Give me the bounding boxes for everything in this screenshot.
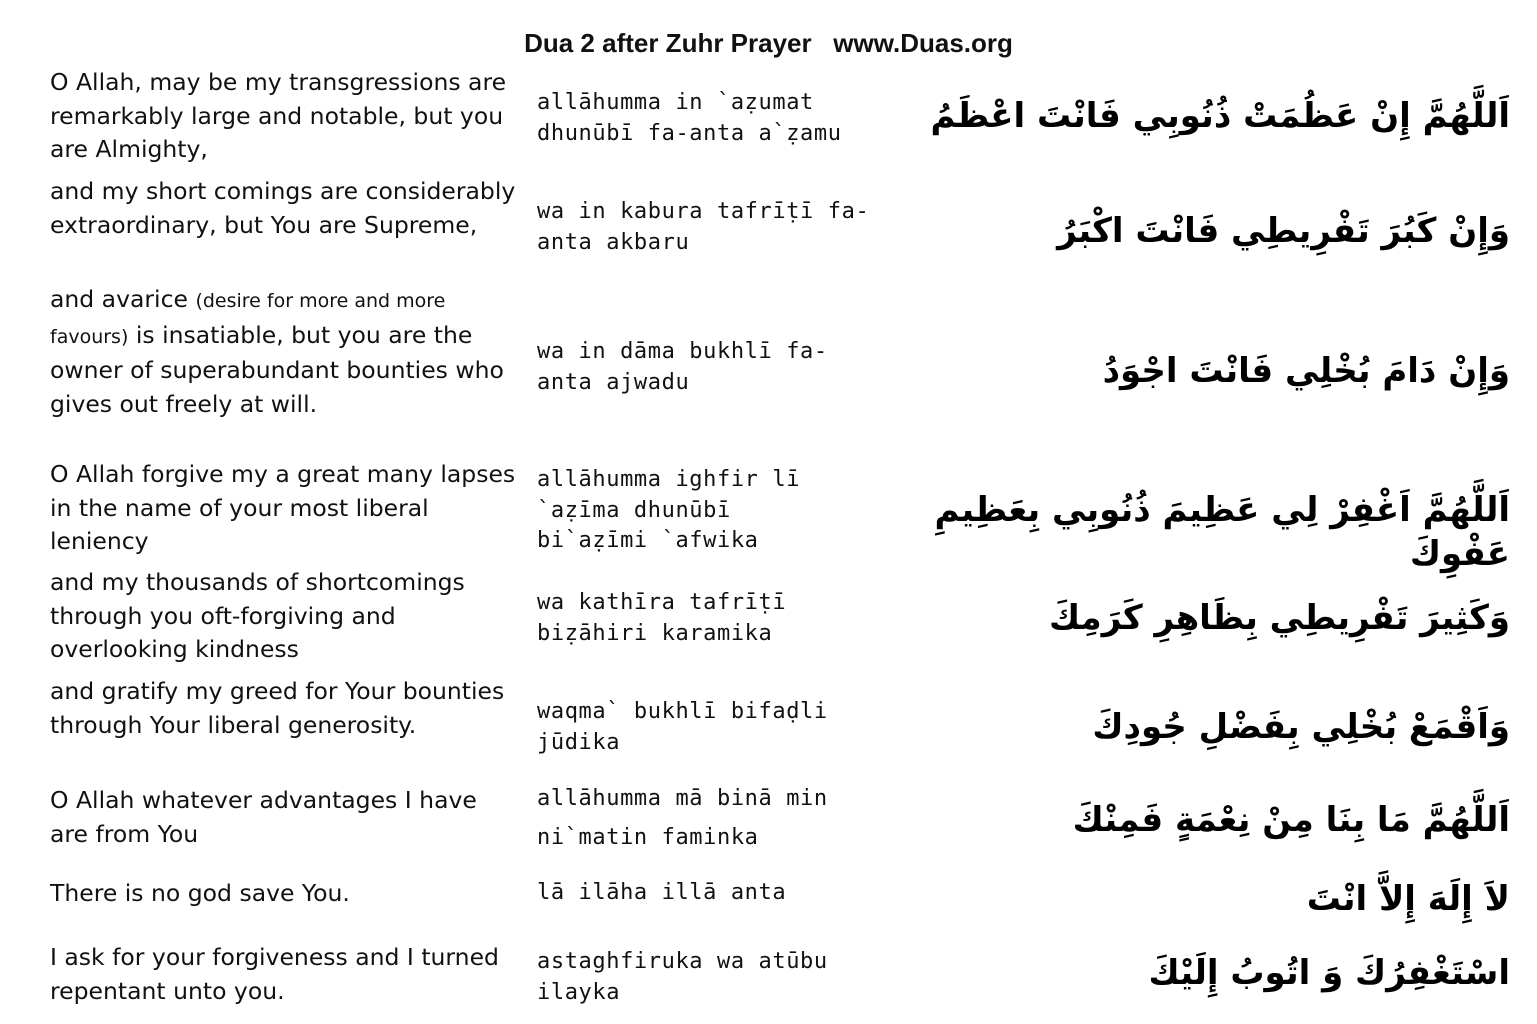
transliteration-line: waqma` bukhlī bifaḍli (537, 699, 828, 724)
transliteration (537, 588, 887, 649)
transliteration-line: wa in dāma bukhlī fa- (537, 339, 828, 364)
english-note: (desire for more and more favours) (50, 290, 446, 348)
transliteration-line: bi`aẓīmi `afwika (537, 528, 759, 553)
transliteration-line: jūdika (537, 729, 621, 755)
transliteration-line: dhunūbī fa-anta a`ẓamu (537, 120, 842, 146)
transliteration-line: anta ajwadu (537, 369, 690, 395)
transliteration (537, 697, 887, 758)
english-translation: and gratify my greed for Your bounties through Your liberal generosity. (50, 677, 505, 739)
transliteration-line: ni`matin faminka (537, 824, 759, 850)
arabic-text: اَللَّهُمَّ إِنْ عَظُمَتْ ذُنُوبِي فَانْتَ اعْظَمُ (930, 96, 1510, 136)
transliteration-line: biẓāhiri karamika (537, 620, 773, 646)
arabic-text: وَإِنْ دَامَ بُخْلِي فَانْتَ اجْوَدُ (1102, 351, 1510, 391)
english-text: and avarice (50, 285, 196, 313)
transliteration-line: allāhumma mā binā min (537, 786, 828, 811)
arabic-text: وَكَثِيرَ تَفْرِيطِي بِظَاهِرِ كَرَمِكَ (1048, 598, 1510, 638)
transliteration (537, 878, 887, 909)
english-translation: and my thousands of shortcomings through you oft-forgiving and overlooking kindness (50, 568, 465, 663)
transliteration-line: allāhumma ighfir lī (537, 467, 801, 492)
transliteration (537, 465, 887, 557)
english-translation: O Allah, may be my transgressions are remarkably large and notable, but you are Almighty, (50, 68, 507, 163)
transliteration-line: allāhumma in `aẓumat (537, 90, 814, 115)
arabic-text: وَإِنْ كَبُرَ تَفْرِيطِي فَانْتَ اكْبَرُ (1057, 211, 1510, 251)
english-translation: O Allah whatever advantages I have are from You (50, 786, 477, 848)
arabic-text: لاَ إِلَهَ إِلاَّ انْتَ (1306, 879, 1510, 919)
arabic-text: وَاَقْمَعْ بُخْلِي بِفَضْلِ جُودِكَ (1092, 707, 1510, 747)
transliteration (537, 947, 887, 1008)
arabic-text: اَللَّهُمَّ مَا بِنَا مِنْ نِعْمَةٍ فَمِنْكَ (1072, 800, 1510, 840)
transliteration-line: anta akbaru (537, 229, 690, 255)
english-translation: O Allah forgive my a great many lapses in the name of your most liberal leniency (50, 460, 516, 555)
transliteration-line: ilayka (537, 979, 621, 1005)
english-translation (50, 283, 520, 421)
transliteration-line: `aẓīma dhunūbī (537, 497, 731, 523)
arabic-text: اَللَّهُمَّ اَغْفِرْ لِي عَظِيمَ ذُنُوبِي بِعَظِيمِ عَفْوِكَ (934, 490, 1510, 574)
english-translation: There is no god save You. (50, 879, 350, 907)
transliteration (537, 784, 887, 853)
transliteration (537, 197, 887, 258)
transliteration (537, 88, 887, 149)
transliteration (537, 337, 887, 398)
english-translation: and my short comings are considerably extraordinary, but You are Supreme, (50, 177, 516, 239)
transliteration-line: lā ilāha illā anta (537, 880, 787, 905)
arabic-text: اسْتَغْفِرُكَ وَ اتُوبُ إِلَيْكَ (1148, 953, 1510, 993)
english-translation: I ask for your forgiveness and I turned repentant unto you. (50, 943, 499, 1005)
transliteration-line: astaghfiruka wa atūbu (537, 949, 828, 974)
english-text: is insatiable, but you are the owner of superabundant bounties who gives out freely at will. (50, 320, 504, 418)
transliteration-line: wa in kabura tafrīṭī fa- (537, 199, 870, 224)
transliteration-line: wa kathīra tafrīṭī (537, 590, 787, 615)
page-title: Dua 2 after Zuhr Prayer www.Duas.org (524, 28, 1013, 58)
